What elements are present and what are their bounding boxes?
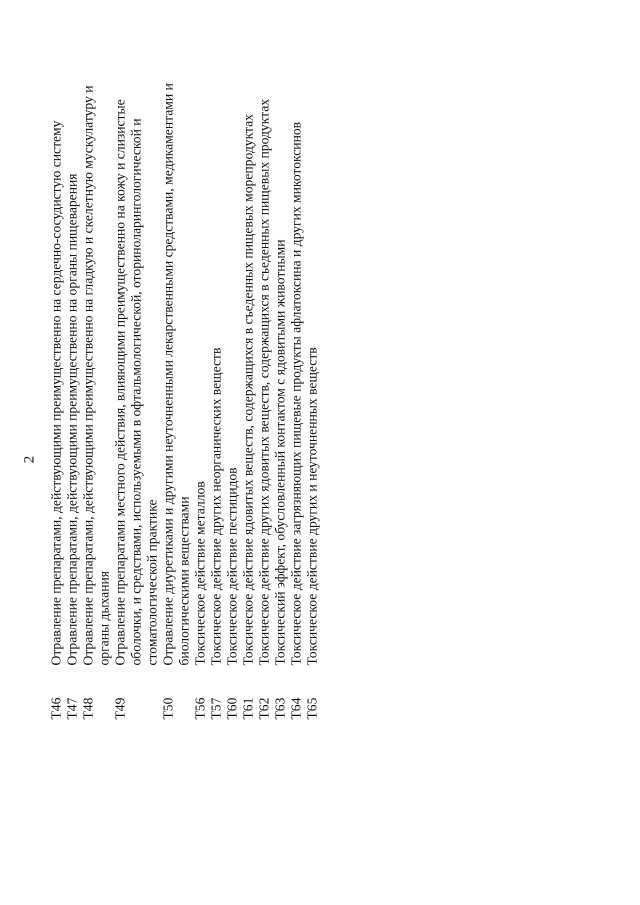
diagnosis-description: Токсическое действие других и неуточненных веществ: [304, 346, 319, 665]
diagnosis-description: Токсическое действие других ядовитых веществ, содержащихся в съеденных пищевых продуктах: [256, 98, 271, 665]
diagnosis-code: T62: [256, 697, 271, 719]
diagnosis-description: Токсическое действие пестицидов: [224, 466, 239, 665]
diagnosis-code: T47: [64, 697, 79, 719]
page-number: 2: [21, 455, 38, 464]
diagnosis-code: T57: [208, 697, 223, 719]
diagnosis-description: Отравление препаратами, действующими преимущественно на органы пищеварения: [64, 172, 79, 665]
diagnosis-description: Отравление препаратами, действующими преимущественно на сердечно-сосудистую систему: [48, 120, 63, 665]
diagnosis-description: Отравление диуретиками и другими неуточненными лекарственными средствами, медикаментами и биологическими веществами: [160, 82, 191, 665]
diagnosis-code-list: [48, 64, 438, 719]
diagnosis-description: Токсическое действие металлов: [192, 480, 207, 665]
list-item-t47: [64, 64, 80, 719]
list-item-t46: [48, 64, 64, 719]
list-item-t49: [112, 64, 160, 719]
diagnosis-code: T49: [112, 697, 127, 719]
diagnosis-code: T50: [160, 697, 175, 719]
list-item-t65: [304, 64, 320, 719]
diagnosis-code: T64: [288, 697, 303, 719]
list-item-t61: [240, 64, 256, 719]
diagnosis-description: Токсическое действие других неорганических веществ: [208, 347, 223, 665]
diagnosis-code: T60: [224, 697, 239, 719]
diagnosis-description: Отравление препаратами местного действия, влияющими преимущественно на кожу и слизистые оболочки, и средствами, используемыми в офтальмологической, оториноларингологической и стоматологической практике: [112, 98, 159, 665]
list-item-t56: [192, 64, 208, 719]
diagnosis-code: T46: [48, 697, 63, 719]
list-item-t48: [80, 64, 112, 719]
list-item-t60: [224, 64, 240, 719]
list-item-t50: [160, 64, 192, 719]
diagnosis-description: Токсическое действие загрязняющих пищевые продукты афлатоксина и других микотоксинов: [288, 121, 303, 665]
list-item-t62: [256, 64, 272, 719]
diagnosis-code: T61: [240, 697, 255, 719]
diagnosis-code: T48: [80, 697, 95, 719]
list-item-t57: [208, 64, 224, 719]
diagnosis-code: T63: [272, 697, 287, 719]
list-item-t63: [272, 64, 288, 719]
diagnosis-description: Токсическое действие ядовитых веществ, содержащихся в съеденных пищевых морепродуктах: [240, 113, 255, 665]
diagnosis-code: T65: [304, 697, 319, 719]
diagnosis-code: T56: [192, 697, 207, 719]
list-item-t64: [288, 64, 304, 719]
diagnosis-description: Отравление препаратами, действующими преимущественно на гладкую и скелетную мускулатуру и органы дыхания: [80, 85, 111, 665]
diagnosis-description: Токсический эффект, обусловленный контактом с ядовитыми животными: [272, 238, 287, 665]
rotated-document-content: [48, 64, 438, 719]
